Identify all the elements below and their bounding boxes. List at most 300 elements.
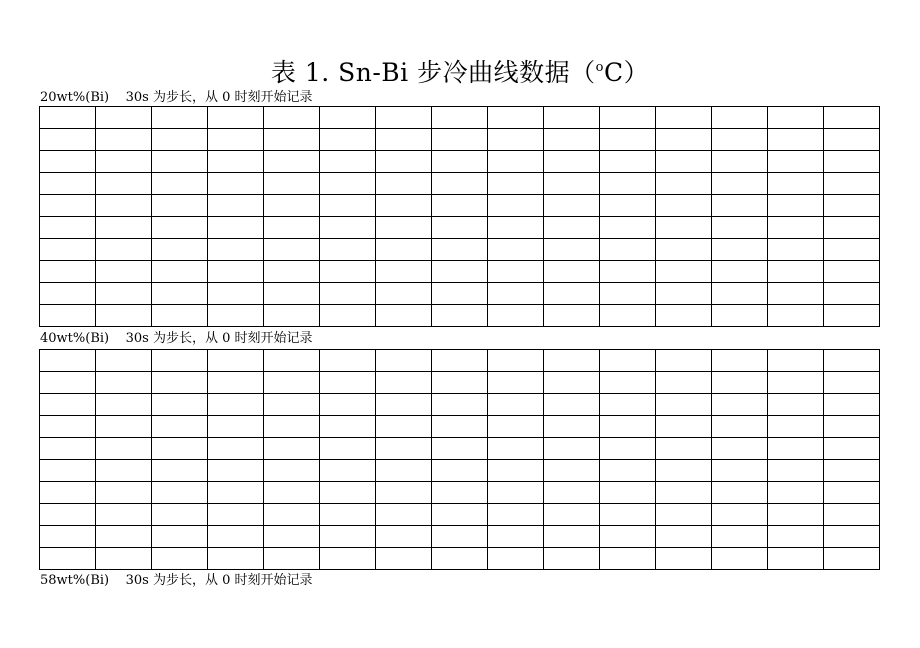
table-cell	[320, 504, 376, 526]
table-row	[40, 438, 880, 460]
table-cell	[600, 372, 656, 394]
section-instruction: 30s 为步长，从 0 时刻开始记录	[125, 331, 313, 346]
table-cell	[768, 438, 824, 460]
table-cell	[40, 217, 96, 239]
table-row	[40, 394, 880, 416]
table-cell	[656, 526, 712, 548]
table-cell	[824, 129, 880, 151]
table-cell	[432, 438, 488, 460]
table-cell	[488, 195, 544, 217]
table-cell	[40, 482, 96, 504]
table-row	[40, 261, 880, 283]
table-row	[40, 526, 880, 548]
table-cell	[208, 372, 264, 394]
table-cell	[432, 460, 488, 482]
table-cell	[768, 460, 824, 482]
table-cell	[40, 504, 96, 526]
table-cell	[656, 350, 712, 372]
table-cell	[712, 283, 768, 305]
table-cell	[712, 195, 768, 217]
table-cell	[320, 372, 376, 394]
table-row	[40, 482, 880, 504]
table-cell	[544, 239, 600, 261]
table-cell	[376, 504, 432, 526]
table-cell	[488, 460, 544, 482]
table-cell	[376, 438, 432, 460]
table-cell	[264, 151, 320, 173]
table-cell	[40, 107, 96, 129]
table-cell	[656, 129, 712, 151]
table-cell	[600, 394, 656, 416]
table-cell	[320, 217, 376, 239]
table-cell	[600, 217, 656, 239]
title-degree-mark: o	[595, 60, 604, 75]
table-cell	[656, 173, 712, 195]
table-cell	[320, 460, 376, 482]
table-cell	[600, 261, 656, 283]
table-cell	[824, 482, 880, 504]
data-table-20wt	[39, 106, 880, 327]
table-cell	[600, 239, 656, 261]
table-cell	[712, 305, 768, 327]
table-cell	[96, 504, 152, 526]
table-cell	[488, 107, 544, 129]
table-cell	[40, 416, 96, 438]
table-cell	[712, 173, 768, 195]
table-cell	[600, 173, 656, 195]
table-cell	[320, 283, 376, 305]
table-cell	[208, 482, 264, 504]
table-cell	[544, 261, 600, 283]
table-cell	[656, 151, 712, 173]
table-cell	[488, 217, 544, 239]
table-cell	[208, 261, 264, 283]
table-cell	[208, 416, 264, 438]
table-cell	[96, 151, 152, 173]
table-cell	[152, 350, 208, 372]
table-cell	[432, 394, 488, 416]
title-end: C）	[603, 58, 650, 87]
table-cell	[656, 416, 712, 438]
table-cell	[488, 504, 544, 526]
table-cell	[656, 107, 712, 129]
table-cell	[824, 504, 880, 526]
table-row	[40, 350, 880, 372]
table-cell	[768, 548, 824, 570]
table-cell	[432, 283, 488, 305]
table-cell	[320, 482, 376, 504]
table-cell	[264, 460, 320, 482]
table-cell	[656, 504, 712, 526]
table-cell	[432, 504, 488, 526]
table-cell	[152, 195, 208, 217]
table-cell	[208, 239, 264, 261]
table-cell	[768, 195, 824, 217]
table-cell	[152, 173, 208, 195]
table-cell	[544, 305, 600, 327]
table-cell	[264, 350, 320, 372]
table-cell	[656, 460, 712, 482]
table-cell	[376, 195, 432, 217]
table-cell	[40, 460, 96, 482]
section-label-58wt	[40, 573, 313, 589]
table-cell	[208, 129, 264, 151]
table-cell	[824, 239, 880, 261]
table-cell	[264, 416, 320, 438]
table-cell	[152, 305, 208, 327]
table-cell	[600, 195, 656, 217]
section-label-20wt	[40, 90, 313, 106]
table-cell	[376, 416, 432, 438]
table-cell	[824, 372, 880, 394]
table-cell	[320, 438, 376, 460]
table-cell	[96, 217, 152, 239]
table-cell	[96, 261, 152, 283]
table-cell	[600, 107, 656, 129]
table-cell	[376, 239, 432, 261]
table-cell	[824, 107, 880, 129]
table-cell	[264, 217, 320, 239]
table-row	[40, 548, 880, 570]
table-cell	[264, 129, 320, 151]
table-cell	[432, 129, 488, 151]
table-cell	[544, 173, 600, 195]
table-cell	[824, 548, 880, 570]
table-cell	[320, 195, 376, 217]
table-cell	[96, 129, 152, 151]
table-cell	[544, 460, 600, 482]
table-cell	[208, 526, 264, 548]
table-cell	[152, 239, 208, 261]
table-cell	[96, 239, 152, 261]
table-cell	[264, 173, 320, 195]
table-cell	[96, 482, 152, 504]
table-cell	[40, 526, 96, 548]
table-cell	[264, 394, 320, 416]
table-cell	[712, 372, 768, 394]
table-cell	[768, 217, 824, 239]
table-cell	[264, 195, 320, 217]
table-cell	[656, 305, 712, 327]
table-cell	[488, 239, 544, 261]
table-cell	[600, 482, 656, 504]
table-cell	[320, 173, 376, 195]
table-cell	[376, 350, 432, 372]
table-cell	[152, 151, 208, 173]
table-cell	[152, 416, 208, 438]
table-cell	[152, 372, 208, 394]
table-cell	[376, 460, 432, 482]
table-cell	[488, 173, 544, 195]
table-cell	[40, 195, 96, 217]
table-cell	[376, 372, 432, 394]
table-row	[40, 107, 880, 129]
table-cell	[264, 372, 320, 394]
table-cell	[432, 261, 488, 283]
table-row	[40, 372, 880, 394]
table-cell	[152, 504, 208, 526]
table-cell	[712, 151, 768, 173]
table-cell	[96, 394, 152, 416]
table-cell	[600, 504, 656, 526]
table-cell	[712, 261, 768, 283]
table-cell	[320, 350, 376, 372]
table-cell	[544, 151, 600, 173]
table-cell	[656, 283, 712, 305]
table-cell	[824, 305, 880, 327]
table-cell	[768, 394, 824, 416]
table-cell	[208, 460, 264, 482]
table-row	[40, 305, 880, 327]
table-cell	[488, 372, 544, 394]
table-cell	[264, 283, 320, 305]
table-cell	[152, 460, 208, 482]
table-cell	[488, 416, 544, 438]
table-cell	[656, 195, 712, 217]
table-cell	[824, 195, 880, 217]
table-row	[40, 217, 880, 239]
table-cell	[320, 107, 376, 129]
table-cell	[320, 548, 376, 570]
table-cell	[152, 217, 208, 239]
section-composition: 40wt%(Bi)	[40, 331, 110, 346]
table-row	[40, 504, 880, 526]
table-cell	[712, 350, 768, 372]
table-cell	[432, 195, 488, 217]
table-cell	[488, 482, 544, 504]
table-cell	[768, 482, 824, 504]
table-cell	[768, 239, 824, 261]
table-cell	[600, 526, 656, 548]
table-cell	[544, 548, 600, 570]
table-cell	[432, 151, 488, 173]
table-cell	[488, 129, 544, 151]
table-cell	[432, 416, 488, 438]
table-cell	[712, 129, 768, 151]
table-cell	[96, 438, 152, 460]
table-cell	[376, 107, 432, 129]
table-row	[40, 129, 880, 151]
table-cell	[768, 129, 824, 151]
table-cell	[656, 217, 712, 239]
table-cell	[544, 526, 600, 548]
table-cell	[96, 305, 152, 327]
section-composition: 20wt%(Bi)	[40, 90, 110, 105]
table-cell	[376, 526, 432, 548]
table-cell	[320, 526, 376, 548]
table-cell	[432, 239, 488, 261]
table-cell	[40, 239, 96, 261]
table-cell	[96, 372, 152, 394]
table-cell	[768, 504, 824, 526]
table-cell	[488, 394, 544, 416]
table-cell	[208, 217, 264, 239]
table-cell	[432, 217, 488, 239]
table-cell	[768, 283, 824, 305]
table-cell	[376, 394, 432, 416]
table-cell	[768, 416, 824, 438]
table-cell	[264, 261, 320, 283]
table-cell	[208, 504, 264, 526]
table-row	[40, 195, 880, 217]
table-cell	[600, 548, 656, 570]
table-cell	[432, 173, 488, 195]
table-cell	[824, 350, 880, 372]
table-cell	[488, 438, 544, 460]
table-cell	[824, 394, 880, 416]
table-cell	[656, 239, 712, 261]
table-cell	[824, 283, 880, 305]
table-cell	[656, 394, 712, 416]
table-cell	[40, 151, 96, 173]
table-cell	[376, 129, 432, 151]
table-cell	[208, 350, 264, 372]
table-cell	[208, 438, 264, 460]
table-cell	[152, 526, 208, 548]
table-cell	[208, 107, 264, 129]
table-cell	[40, 350, 96, 372]
table-cell	[824, 151, 880, 173]
table-cell	[40, 394, 96, 416]
table-cell	[152, 394, 208, 416]
table-cell	[320, 129, 376, 151]
table-cell	[712, 504, 768, 526]
table-cell	[544, 129, 600, 151]
table-cell	[152, 261, 208, 283]
table-cell	[264, 438, 320, 460]
table-cell	[432, 526, 488, 548]
table-cell	[544, 107, 600, 129]
table-cell	[152, 548, 208, 570]
table-cell	[544, 350, 600, 372]
table-cell	[208, 173, 264, 195]
table-cell	[376, 482, 432, 504]
table-row	[40, 283, 880, 305]
table-cell	[712, 438, 768, 460]
table-cell	[376, 261, 432, 283]
table-cell	[264, 526, 320, 548]
table-cell	[264, 504, 320, 526]
table-cell	[768, 372, 824, 394]
table-cell	[712, 239, 768, 261]
table-cell	[208, 548, 264, 570]
table-cell	[600, 129, 656, 151]
table-cell	[320, 239, 376, 261]
table-cell	[712, 217, 768, 239]
table-cell	[432, 372, 488, 394]
table-cell	[208, 283, 264, 305]
table-cell	[152, 283, 208, 305]
table-cell	[824, 526, 880, 548]
table-cell	[152, 107, 208, 129]
section-label-40wt	[40, 331, 313, 347]
table-cell	[208, 195, 264, 217]
table-cell	[600, 151, 656, 173]
table-cell	[376, 305, 432, 327]
table-cell	[768, 173, 824, 195]
table-cell	[544, 195, 600, 217]
table-cell	[96, 283, 152, 305]
table-cell	[152, 482, 208, 504]
document-title	[0, 52, 920, 89]
table-cell	[208, 305, 264, 327]
table-cell	[208, 151, 264, 173]
table-cell	[432, 107, 488, 129]
table-cell	[600, 283, 656, 305]
table-cell	[656, 548, 712, 570]
table-cell	[656, 261, 712, 283]
table-cell	[544, 504, 600, 526]
table-cell	[488, 350, 544, 372]
table-cell	[488, 151, 544, 173]
title-main: 表 1. Sn-Bi 步冷曲线数据（	[270, 58, 596, 87]
table-cell	[376, 217, 432, 239]
table-cell	[824, 438, 880, 460]
table-cell	[824, 173, 880, 195]
table-cell	[488, 305, 544, 327]
table-cell	[320, 305, 376, 327]
table-cell	[40, 129, 96, 151]
table-cell	[712, 107, 768, 129]
table-cell	[712, 394, 768, 416]
table-cell	[656, 372, 712, 394]
table-cell	[96, 107, 152, 129]
table-cell	[712, 460, 768, 482]
table-cell	[376, 548, 432, 570]
table-cell	[488, 526, 544, 548]
table-cell	[824, 261, 880, 283]
table-cell	[208, 394, 264, 416]
table-cell	[768, 305, 824, 327]
table-cell	[768, 261, 824, 283]
table-cell	[768, 350, 824, 372]
table-cell	[96, 526, 152, 548]
table-cell	[264, 239, 320, 261]
table-cell	[768, 526, 824, 548]
table-cell	[96, 195, 152, 217]
table-row	[40, 416, 880, 438]
table-cell	[320, 151, 376, 173]
table-cell	[264, 482, 320, 504]
table-cell	[432, 305, 488, 327]
table-cell	[488, 548, 544, 570]
table-cell	[712, 548, 768, 570]
table-cell	[96, 460, 152, 482]
table-cell	[152, 438, 208, 460]
table-cell	[824, 217, 880, 239]
table-row	[40, 239, 880, 261]
table-cell	[600, 460, 656, 482]
table-cell	[600, 416, 656, 438]
table-cell	[264, 305, 320, 327]
table-row	[40, 460, 880, 482]
table-cell	[40, 438, 96, 460]
table-cell	[544, 394, 600, 416]
table-cell	[40, 305, 96, 327]
table-cell	[376, 283, 432, 305]
table-cell	[488, 283, 544, 305]
table-cell	[712, 482, 768, 504]
table-cell	[152, 129, 208, 151]
table-cell	[544, 372, 600, 394]
table-cell	[96, 548, 152, 570]
table-cell	[544, 482, 600, 504]
table-cell	[656, 438, 712, 460]
table-cell	[40, 548, 96, 570]
table-cell	[96, 173, 152, 195]
table-cell	[544, 217, 600, 239]
table-cell	[96, 416, 152, 438]
